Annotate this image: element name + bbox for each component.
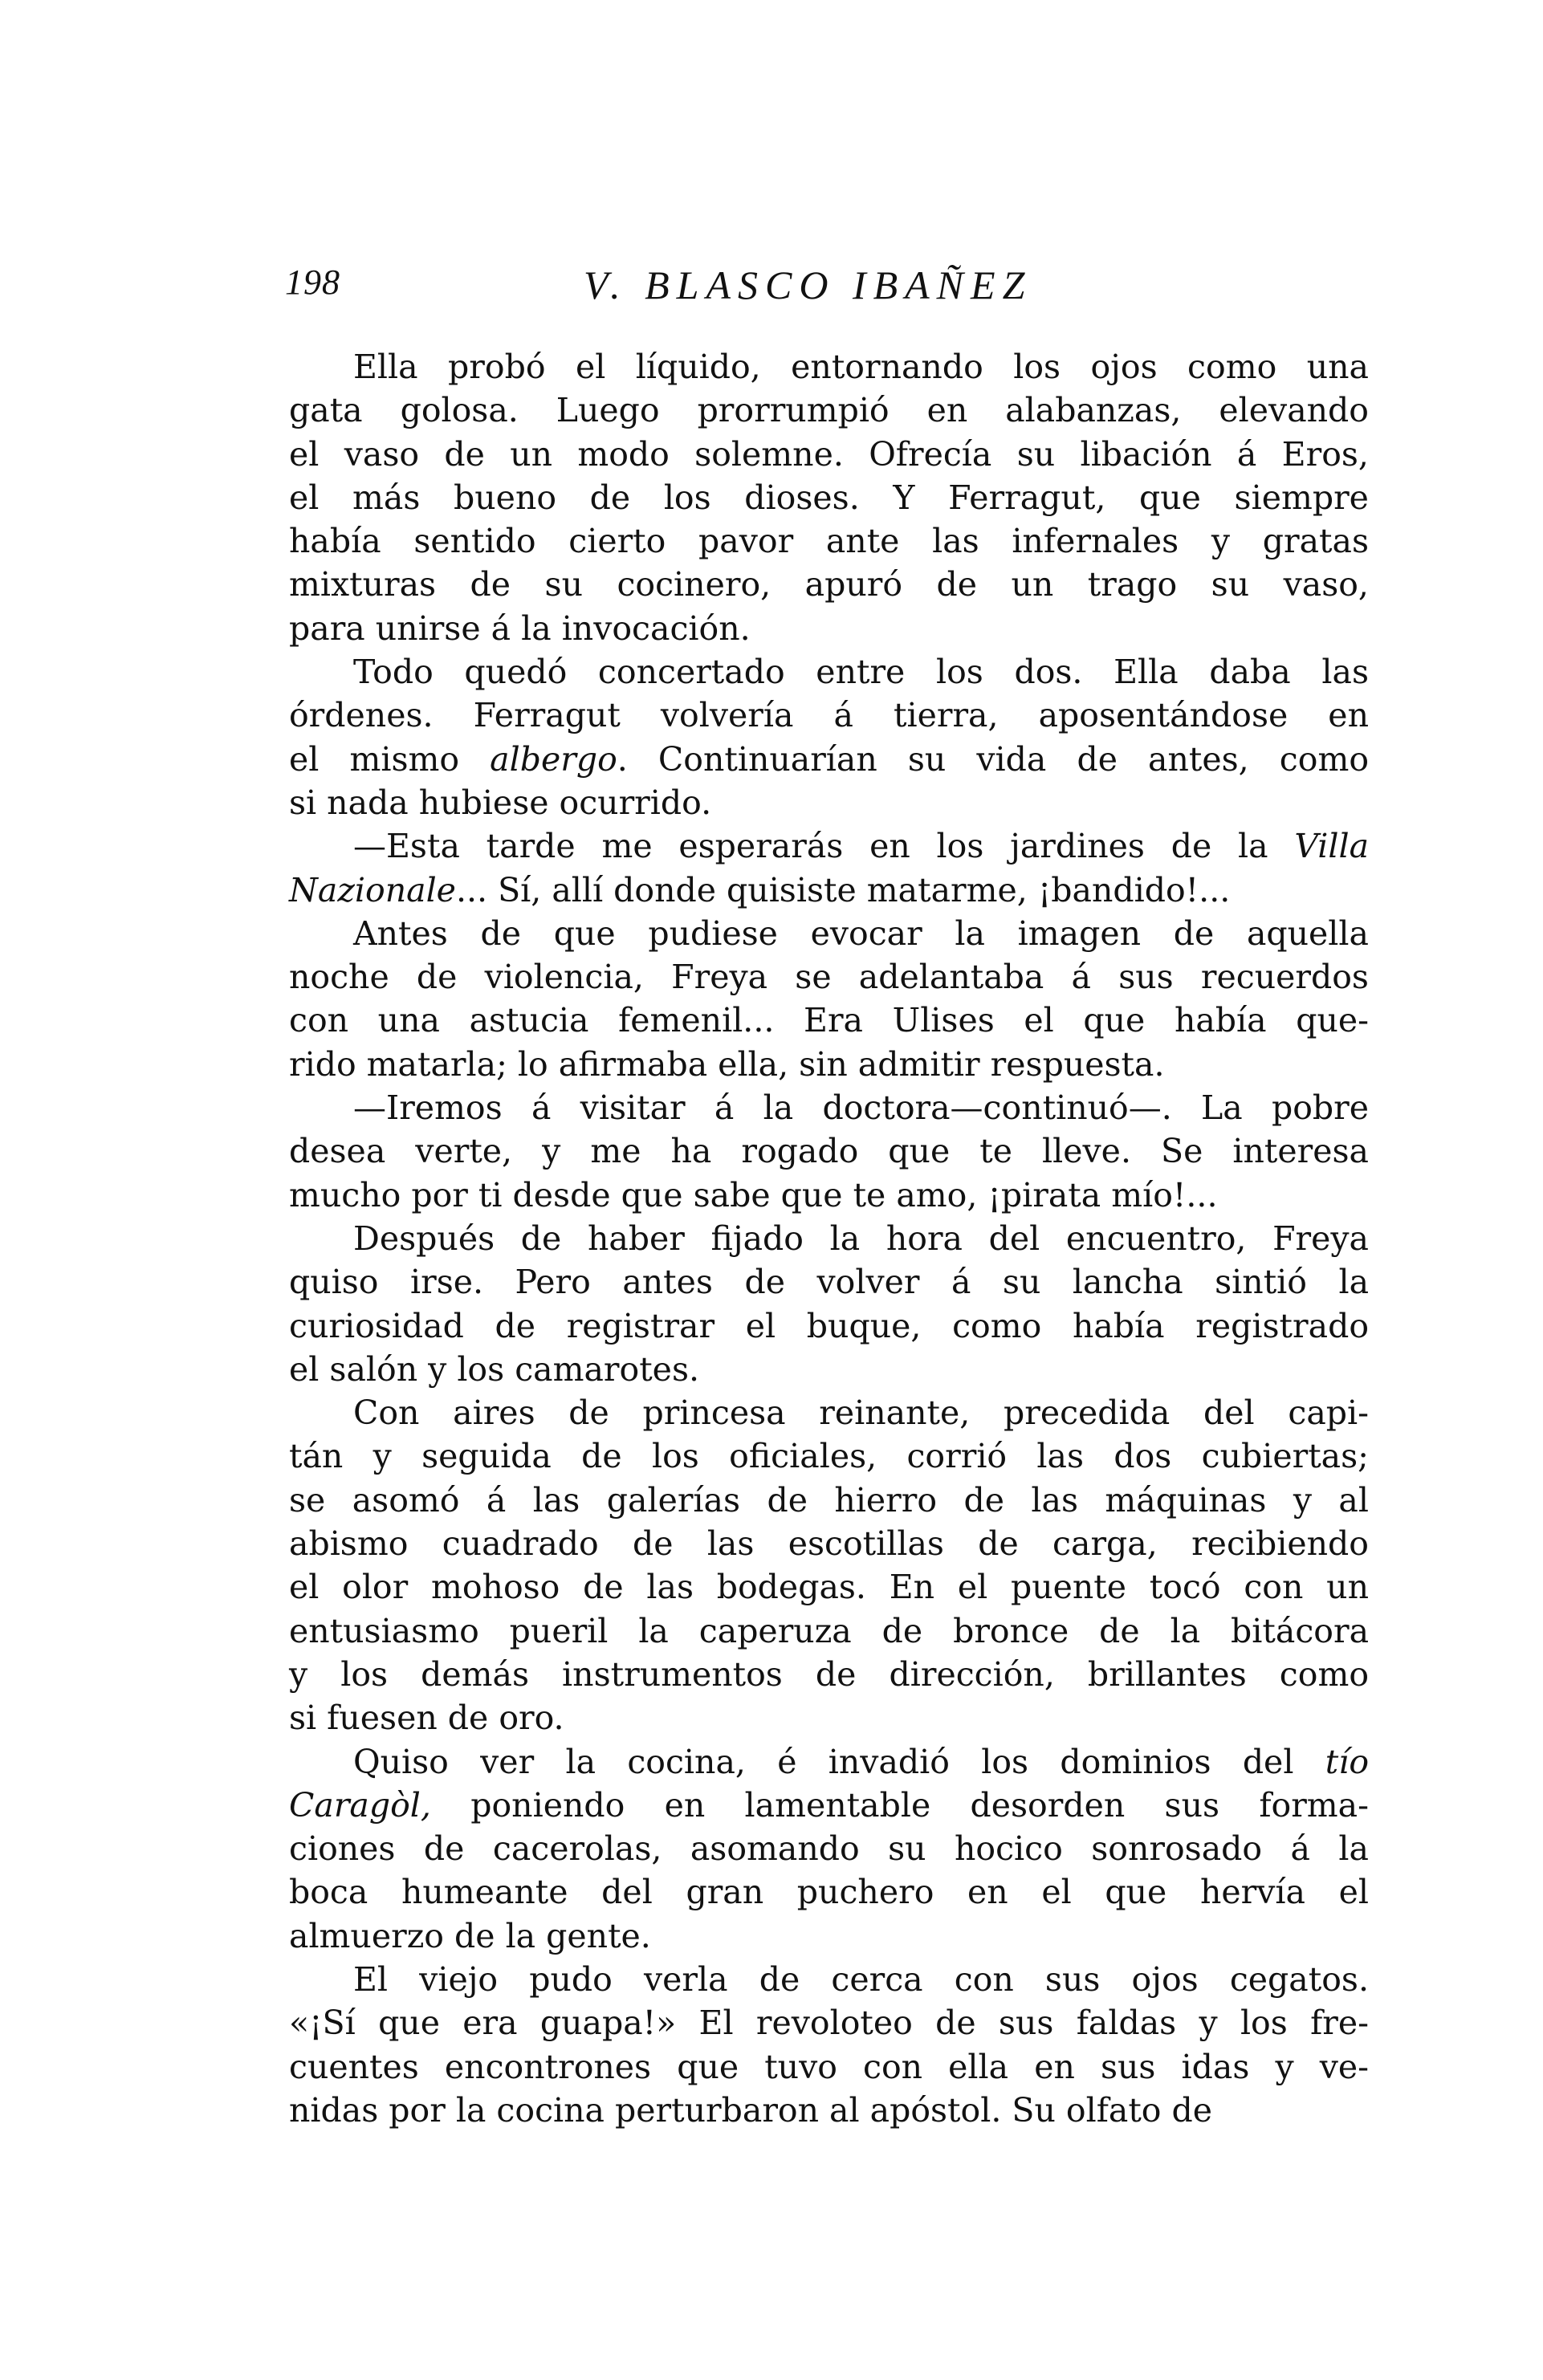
line-text: para unirse á la invocación. <box>289 608 751 648</box>
line-text: si nada hubiese ocurrido. <box>289 783 712 822</box>
text-line <box>289 1304 1369 1348</box>
line-text: almuerzo de la gente. <box>289 1916 651 1955</box>
text-line <box>289 1870 1369 1914</box>
line-text: boca humeante del gran puchero en el que hervía el <box>289 1873 1369 1912</box>
text-line <box>289 912 1369 955</box>
line-text: se asomó á las galerías de hierro de las máquinas y al <box>289 1480 1369 1520</box>
text-line <box>289 694 1369 737</box>
line-text: el más bueno de los dioses. Y Ferragut, que siempre <box>289 478 1369 517</box>
text-line <box>289 1434 1369 1478</box>
text-line <box>289 1914 1369 1958</box>
line-text: —Iremos á visitar á la doctora—continuó—. La pobre <box>353 1088 1370 1128</box>
text-line <box>289 433 1369 476</box>
italic-text: Caragòl, <box>289 1785 431 1825</box>
italic-text: Nazionale <box>289 870 456 909</box>
text-line <box>289 1174 1369 1217</box>
line-text: noche de violencia, Freya se adelantaba á sus recuerdos <box>289 958 1369 997</box>
line-text: Con aires de princesa reinante, precedida del capi- <box>353 1393 1369 1433</box>
page-number: 198 <box>285 262 340 302</box>
text-line <box>289 824 1369 868</box>
line-text: rido matarla; lo afirmaba ella, sin admitir respuesta. <box>289 1044 1165 1084</box>
line-text: el salón y los camarotes. <box>289 1349 700 1389</box>
running-title: V. BLASCO IBAÑEZ <box>584 262 1032 307</box>
text-line <box>289 999 1369 1042</box>
line-text: el vaso de un modo solemne. Ofrecía su libación á Eros, <box>289 434 1369 474</box>
italic-text: tío <box>1325 1742 1370 1781</box>
line-text: Después de haber fijado la hora del encuentro, Freya <box>353 1218 1369 1258</box>
text-line <box>289 1653 1369 1696</box>
text-line <box>289 1740 1369 1784</box>
line-text: tán y seguida de los oficiales, corrió las dos cubiertas; <box>289 1437 1369 1476</box>
line-text: mucho por ti desde que sabe que te amo, ¡pirata mío!... <box>289 1175 1218 1214</box>
text-line <box>289 1129 1369 1173</box>
line-text: ... Sí, allí donde quisiste matarme, ¡bandido!... <box>455 870 1231 909</box>
line-text: Todo quedó concertado entre los dos. Ella daba las <box>353 653 1369 692</box>
line-text: curiosidad de registrar el buque, como había registrado <box>289 1306 1369 1345</box>
body-text <box>289 345 1369 2132</box>
line-text: El viejo pudo verla de cerca con sus ojos cegatos. <box>353 1959 1369 1999</box>
line-text: . Continuarían su vida de antes, como <box>617 739 1370 779</box>
text-line <box>289 1260 1369 1304</box>
italic-text: Villa <box>1294 827 1370 866</box>
text-line <box>289 1391 1369 1434</box>
text-line <box>289 2045 1369 2089</box>
text-line <box>289 1696 1369 1739</box>
text-line <box>289 1609 1369 1653</box>
text-line <box>289 781 1369 824</box>
text-line <box>289 563 1369 606</box>
text-line <box>289 2089 1369 2132</box>
text-line <box>289 1043 1369 1086</box>
line-text: —Esta tarde me esperarás en los jardines de la <box>353 827 1295 866</box>
line-text: ciones de cacerolas, asomando su hocico sonrosado á la <box>289 1829 1369 1869</box>
line-text: órdenes. Ferragut volvería á tierra, aposentándose en <box>289 696 1369 735</box>
text-line <box>289 1479 1369 1522</box>
line-text: y los demás instrumentos de dirección, brillantes como <box>289 1654 1370 1694</box>
text-line <box>289 345 1369 389</box>
line-text: Ella probó el líquido, entornando los ojos como una <box>353 348 1369 386</box>
text-line <box>289 1522 1369 1565</box>
line-text: «¡Sí que era guapa!» El revoloteo de sus faldas y los fre- <box>289 2004 1369 2043</box>
text-line <box>289 1784 1369 1827</box>
line-text: si fuesen de oro. <box>289 1699 564 1738</box>
line-text: Antes de que pudiese evocar la imagen de aquella <box>353 913 1369 953</box>
line-text: abismo cuadrado de las escotillas de carga, recibiendo <box>289 1524 1369 1564</box>
line-text: el olor mohoso de las bodegas. En el puente tocó con un <box>289 1568 1369 1607</box>
line-text: desea verte, y me ha rogado que te lleve. Se interesa <box>289 1132 1369 1171</box>
line-text: nidas por la cocina perturbaron al apóstol. Su olfato de <box>289 2090 1213 2130</box>
line-text: quiso irse. Pero antes de volver á su lancha sintió la <box>289 1263 1370 1302</box>
text-line <box>289 1348 1369 1391</box>
line-text: mixturas de su cocinero, apuró de un trago su vaso, <box>289 565 1369 604</box>
text-line <box>289 738 1369 781</box>
line-text: con una astucia femenil... Era Ulises el que había que- <box>289 1001 1370 1040</box>
text-line <box>289 519 1369 563</box>
text-line <box>289 389 1369 432</box>
text-line <box>289 1086 1369 1129</box>
text-line <box>289 2001 1369 2044</box>
text-line <box>289 869 1369 912</box>
text-line <box>289 955 1369 999</box>
running-head <box>285 262 1369 310</box>
text-line <box>289 476 1369 519</box>
text-line <box>289 607 1369 650</box>
line-text: gata golosa. Luego prorrumpió en alabanzas, elevando <box>289 391 1369 430</box>
text-line <box>289 1565 1369 1609</box>
text-line <box>289 1827 1369 1870</box>
italic-text: albergo <box>490 739 617 779</box>
line-text: había sentido cierto pavor ante las infernales y gratas <box>289 522 1369 561</box>
line-text: cuentes encontrones que tuvo con ella en sus idas y ve- <box>289 2047 1370 2086</box>
line-text: entusiasmo pueril la caperuza de bronce de la bitácora <box>289 1611 1370 1650</box>
text-line <box>289 1958 1369 2001</box>
line-text: el mismo <box>289 739 491 779</box>
line-text: Quiso ver la cocina, é invadió los dominios del <box>353 1742 1325 1781</box>
line-text: poniendo en lamentable desorden sus forma- <box>430 1785 1369 1825</box>
text-line <box>289 1217 1369 1260</box>
text-line <box>289 650 1369 694</box>
